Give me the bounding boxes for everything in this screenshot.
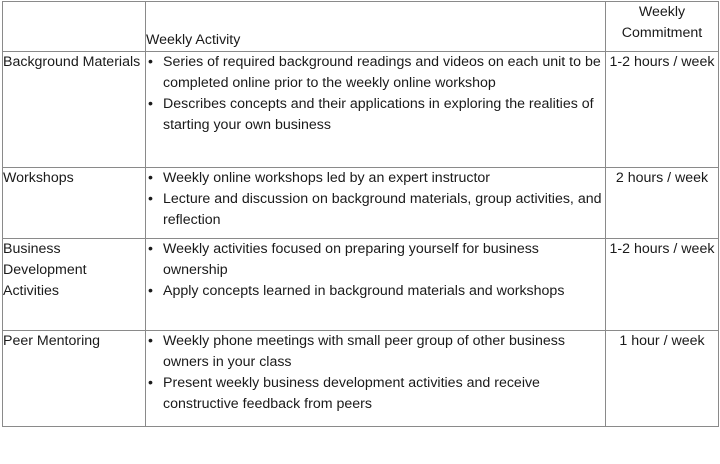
row-commitment: 1 hour / week bbox=[606, 331, 719, 427]
row-activities bbox=[146, 52, 606, 168]
bullet-item: • Lecture and discussion on background materials, group activities, and reflection bbox=[146, 189, 605, 231]
bullet-item: • Describes concepts and their applications in exploring the realities of starting your own business bbox=[146, 94, 605, 136]
row-category: Background Materials bbox=[3, 52, 146, 168]
bullet-item: • Apply concepts learned in background materials and workshops bbox=[146, 281, 605, 302]
row-activities bbox=[146, 239, 606, 331]
bullet-list bbox=[146, 331, 605, 415]
table-row bbox=[3, 168, 719, 239]
row-activities bbox=[146, 331, 606, 427]
row-category: Business Development Activities bbox=[3, 239, 146, 331]
row-commitment: 2 hours / week bbox=[606, 168, 719, 239]
header-weekly-activity: Weekly Activity bbox=[146, 2, 606, 52]
header-weekly-commitment: Weekly Commitment bbox=[606, 2, 719, 52]
bullet-list bbox=[146, 168, 605, 231]
table-row bbox=[3, 52, 719, 168]
row-category: Peer Mentoring bbox=[3, 331, 146, 427]
bullet-item: • Weekly phone meetings with small peer group of other business owners in your class bbox=[146, 331, 605, 373]
weekly-activity-table bbox=[2, 1, 719, 427]
header-empty-cell bbox=[3, 2, 146, 52]
table-header-row bbox=[3, 2, 719, 52]
row-activities bbox=[146, 168, 606, 239]
table-row bbox=[3, 239, 719, 331]
bullet-item: • Weekly activities focused on preparing yourself for business ownership bbox=[146, 239, 605, 281]
row-commitment: 1-2 hours / week bbox=[606, 52, 719, 168]
bullet-item: • Present weekly business development activities and receive constructive feedback from peers bbox=[146, 373, 605, 415]
table-row bbox=[3, 331, 719, 427]
row-category: Workshops bbox=[3, 168, 146, 239]
bullet-item: • Series of required background readings and videos on each unit to be completed online prior to the weekly online workshop bbox=[146, 52, 605, 94]
row-commitment: 1-2 hours / week bbox=[606, 239, 719, 331]
bullet-list bbox=[146, 239, 605, 302]
bullet-list bbox=[146, 52, 605, 136]
bullet-item: • Weekly online workshops led by an expert instructor bbox=[146, 168, 605, 189]
